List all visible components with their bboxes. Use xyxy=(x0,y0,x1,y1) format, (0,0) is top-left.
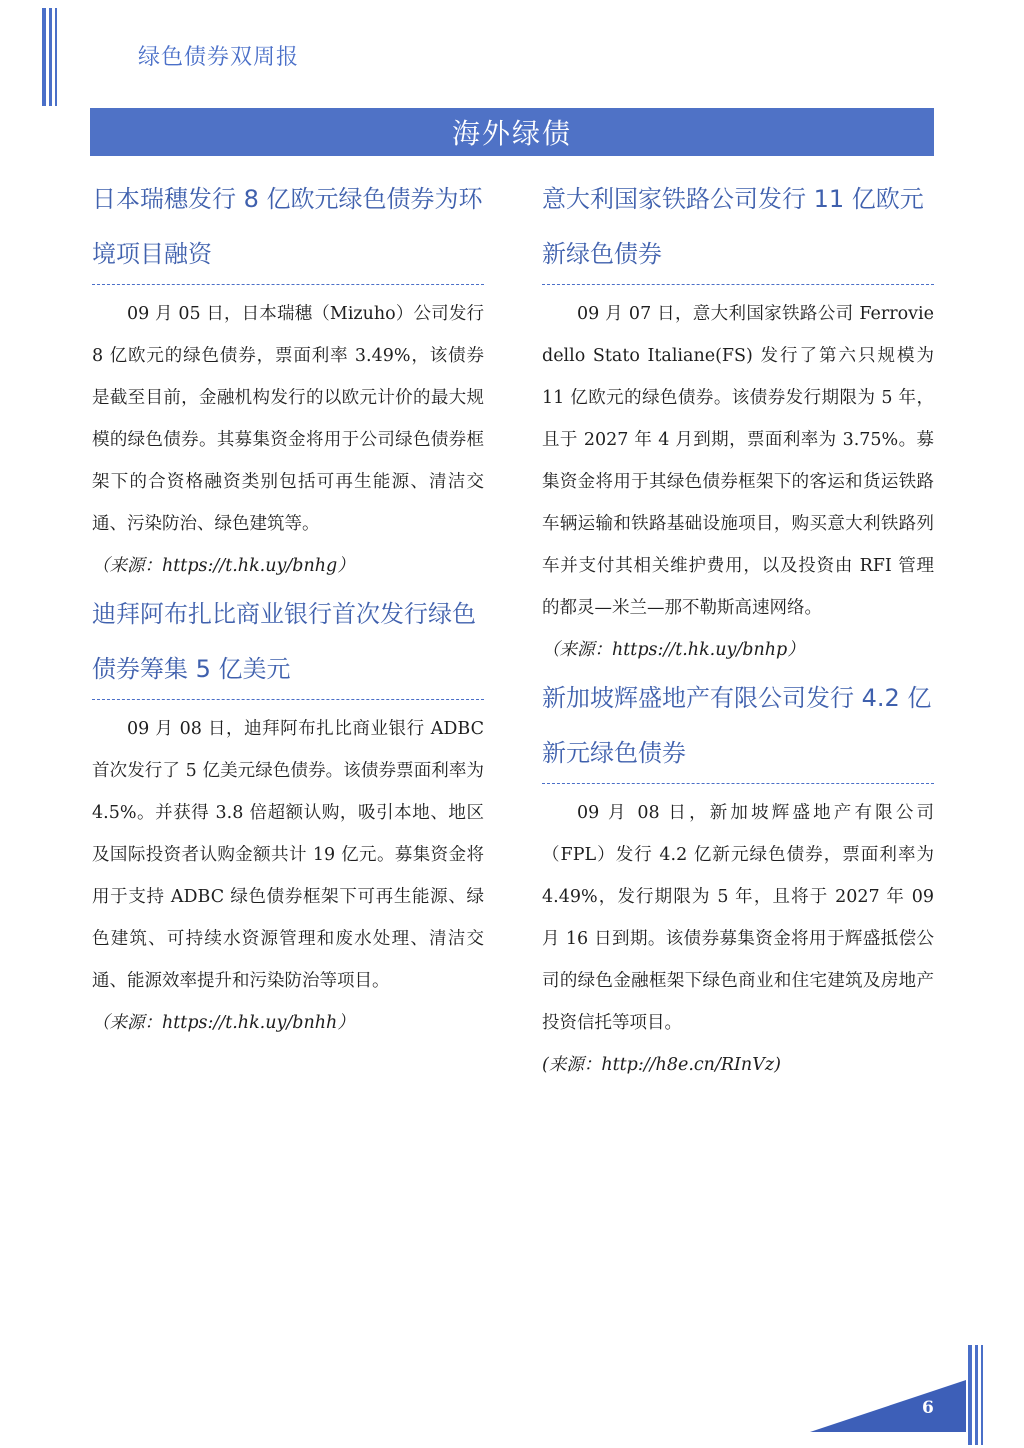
article-title: 新加坡辉盛地产有限公司发行 4.2 亿新元绿色债券 xyxy=(542,684,932,767)
article-source: （来源：https://t.hk.uy/bnhh） xyxy=(92,1013,355,1033)
section-title: 海外绿债 xyxy=(451,117,572,150)
right-column xyxy=(542,172,934,1086)
header-decor-bar-3 xyxy=(55,8,57,106)
article-fs xyxy=(542,172,934,671)
page-number: 6 xyxy=(922,1398,934,1418)
section-banner xyxy=(90,108,934,156)
article-body: 09 月 07 日，意大利国家铁路公司 Ferrovie dello Stato Italiane(FS) 发行了第六只规模为 11 亿欧元的绿色债券。该债券发行期限为 5 年，且于 2027 年 4 月到期，票面利率为 3.75%。募集资金将用于其绿色债券框架下的客运和货运铁路车辆运输和铁路基础设施项目，购买意大利铁路列车并支付其相关维护费用，以及投资由 RFI 管理的都灵—米兰—那不勒斯高速网络。 xyxy=(542,304,934,618)
article-mizuho xyxy=(92,172,484,587)
title-divider xyxy=(92,699,484,700)
article-fpl xyxy=(542,671,934,1086)
article-title: 日本瑞穗发行 8 亿欧元绿色债券为环境项目融资 xyxy=(92,185,483,268)
article-body: 09 月 08 日，迪拜阿布扎比商业银行 ADBC 首次发行了 5 亿美元绿色债券。该债券票面利率为 4.5%。并获得 3.8 倍超额认购，吸引本地、地区及国际投资者认购金额共计 19 亿元。募集资金将用于支持 ADBC 绿色债券框架下可再生能源、绿色建筑、可持续水资源管理和废水处理、清洁交通、能源效率提升和污染防治等项目。 xyxy=(92,719,484,991)
article-source: （来源：https://t.hk.uy/bnhg） xyxy=(92,556,355,576)
title-divider xyxy=(542,783,934,784)
title-divider xyxy=(542,284,934,285)
header-decor-bar-2 xyxy=(49,8,52,106)
report-title: 绿色债券双周报 xyxy=(138,45,300,70)
article-title: 意大利国家铁路公司发行 11 亿欧元新绿色债券 xyxy=(542,185,924,268)
left-column xyxy=(92,172,484,1044)
footer-decor-bar-2 xyxy=(975,1345,978,1445)
footer-triangle-decor xyxy=(810,1380,966,1432)
article-body: 09 月 08 日，新加坡辉盛地产有限公司（FPL）发行 4.2 亿新元绿色债券，票面利率为 4.49%，发行期限为 5 年，且将于 2027 年 09 月 16 日到期。该债券募集资金将用于辉盛抵偿公司的绿色金融框架下绿色商业和住宅建筑及房地产投资信托等项目。 xyxy=(542,803,934,1033)
article-body: 09 月 05 日，日本瑞穗（Mizuho）公司发行 8 亿欧元的绿色债券，票面利率 3.49%，该债券是截至目前，金融机构发行的以欧元计价的最大规模的绿色债券。其募集资金将用于公司绿色债券框架下的合资格融资类别包括可再生能源、清洁交通、污染防治、绿色建筑等。 xyxy=(92,304,484,534)
footer-decor-bar-3 xyxy=(981,1345,983,1445)
title-divider xyxy=(92,284,484,285)
header-decor-bar-1 xyxy=(42,8,46,106)
article-source: (来源：http://h8e.cn/RInVz) xyxy=(542,1055,781,1075)
article-adcb xyxy=(92,587,484,1044)
article-source: （来源：https://t.hk.uy/bnhp） xyxy=(542,640,805,660)
footer-decor-bar-1 xyxy=(968,1345,972,1445)
article-title: 迪拜阿布扎比商业银行首次发行绿色债券筹集 5 亿美元 xyxy=(92,600,476,683)
